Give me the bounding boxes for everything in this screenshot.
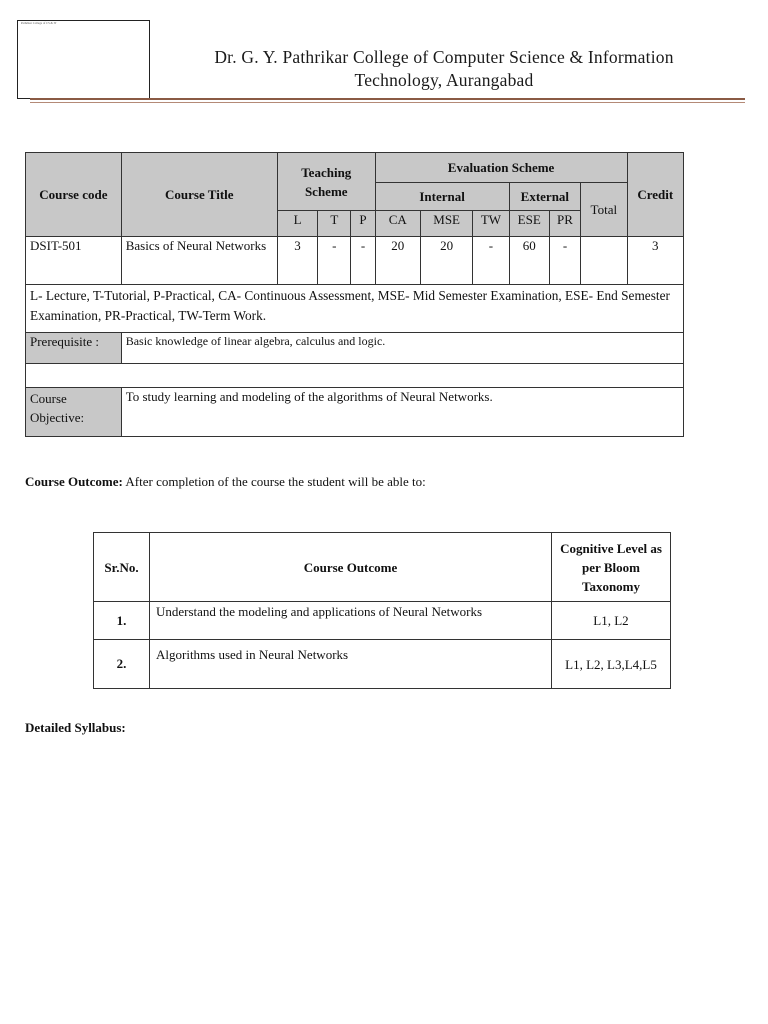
page-title [150,46,738,92]
header-srno: Sr.No. [94,533,150,602]
p-value: - [351,237,375,285]
header-total: Total [581,183,627,237]
header-course-title: Course Title [121,153,277,237]
college-logo [17,20,150,99]
header-mse: MSE [420,211,472,237]
outcome-level: L1, L2, L3,L4,L5 [552,640,671,689]
objective-label: Course Objective: [26,388,122,437]
header-p: P [351,211,375,237]
header-evaluation-scheme: Evaluation Scheme [375,153,627,183]
header-ese: ESE [509,211,549,237]
pr-value: - [549,237,580,285]
table-row [94,602,671,640]
title-line-2: Technology, Aurangabad [354,70,534,90]
ca-value: 20 [375,237,420,285]
outcome-text: Understand the modeling and applications of Neural Networks [150,602,552,640]
header-tw: TW [473,211,509,237]
abbreviation-legend: L- Lecture, T-Tutorial, P-Practical, CA- Continuous Assessment, MSE- Mid Semester Examination, ESE- End Semester Examination, PR-Practical, TW-Term Work. [26,285,684,333]
credit-value: 3 [627,237,683,285]
table-row [26,237,684,285]
objective-value: To study learning and modeling of the algorithms of Neural Networks. [121,388,683,437]
header-external: External [509,183,581,211]
header-internal: Internal [375,183,509,211]
header-outcome: Course Outcome [150,533,552,602]
header-l: L [277,211,317,237]
total-value [581,237,627,285]
header-divider [30,98,745,100]
l-value: 3 [277,237,317,285]
header-course-code: Course code [26,153,122,237]
empty-row [26,364,684,388]
outcome-text: Algorithms used in Neural Networks [150,640,552,689]
mse-value: 20 [420,237,472,285]
tw-value: - [473,237,509,285]
course-outcome-text: After completion of the course the student will be able to: [125,474,426,489]
table-row [94,640,671,689]
course-scheme-table [25,152,684,437]
header-t: T [318,211,351,237]
course-title-value: Basics of Neural Networks [121,237,277,285]
header-teaching-scheme: Teaching Scheme [277,153,375,211]
prerequisite-label: Prerequisite : [26,333,122,364]
outcome-srno: 1. [94,602,150,640]
header-divider-thin [30,102,745,103]
course-outcome-label: Course Outcome: [25,474,123,489]
header-cognitive-level: Cognitive Level as per Bloom Taxonomy [552,533,671,602]
header-pr: PR [549,211,580,237]
outcome-srno: 2. [94,640,150,689]
prerequisite-value: Basic knowledge of linear algebra, calculus and logic. [121,333,683,364]
course-outcome-intro [25,474,426,490]
course-outcome-table [93,532,671,689]
ese-value: 60 [509,237,549,285]
header-ca: CA [375,211,420,237]
header-credit: Credit [627,153,683,237]
t-value: - [318,237,351,285]
outcome-level: L1, L2 [552,602,671,640]
detailed-syllabus-heading: Detailed Syllabus: [25,720,126,735]
title-line-1: Dr. G. Y. Pathrikar College of Computer Science & Information [214,47,674,67]
logo-caption: Pathrikar College of CS & IT [21,21,57,25]
course-code-value: DSIT-501 [26,237,122,285]
